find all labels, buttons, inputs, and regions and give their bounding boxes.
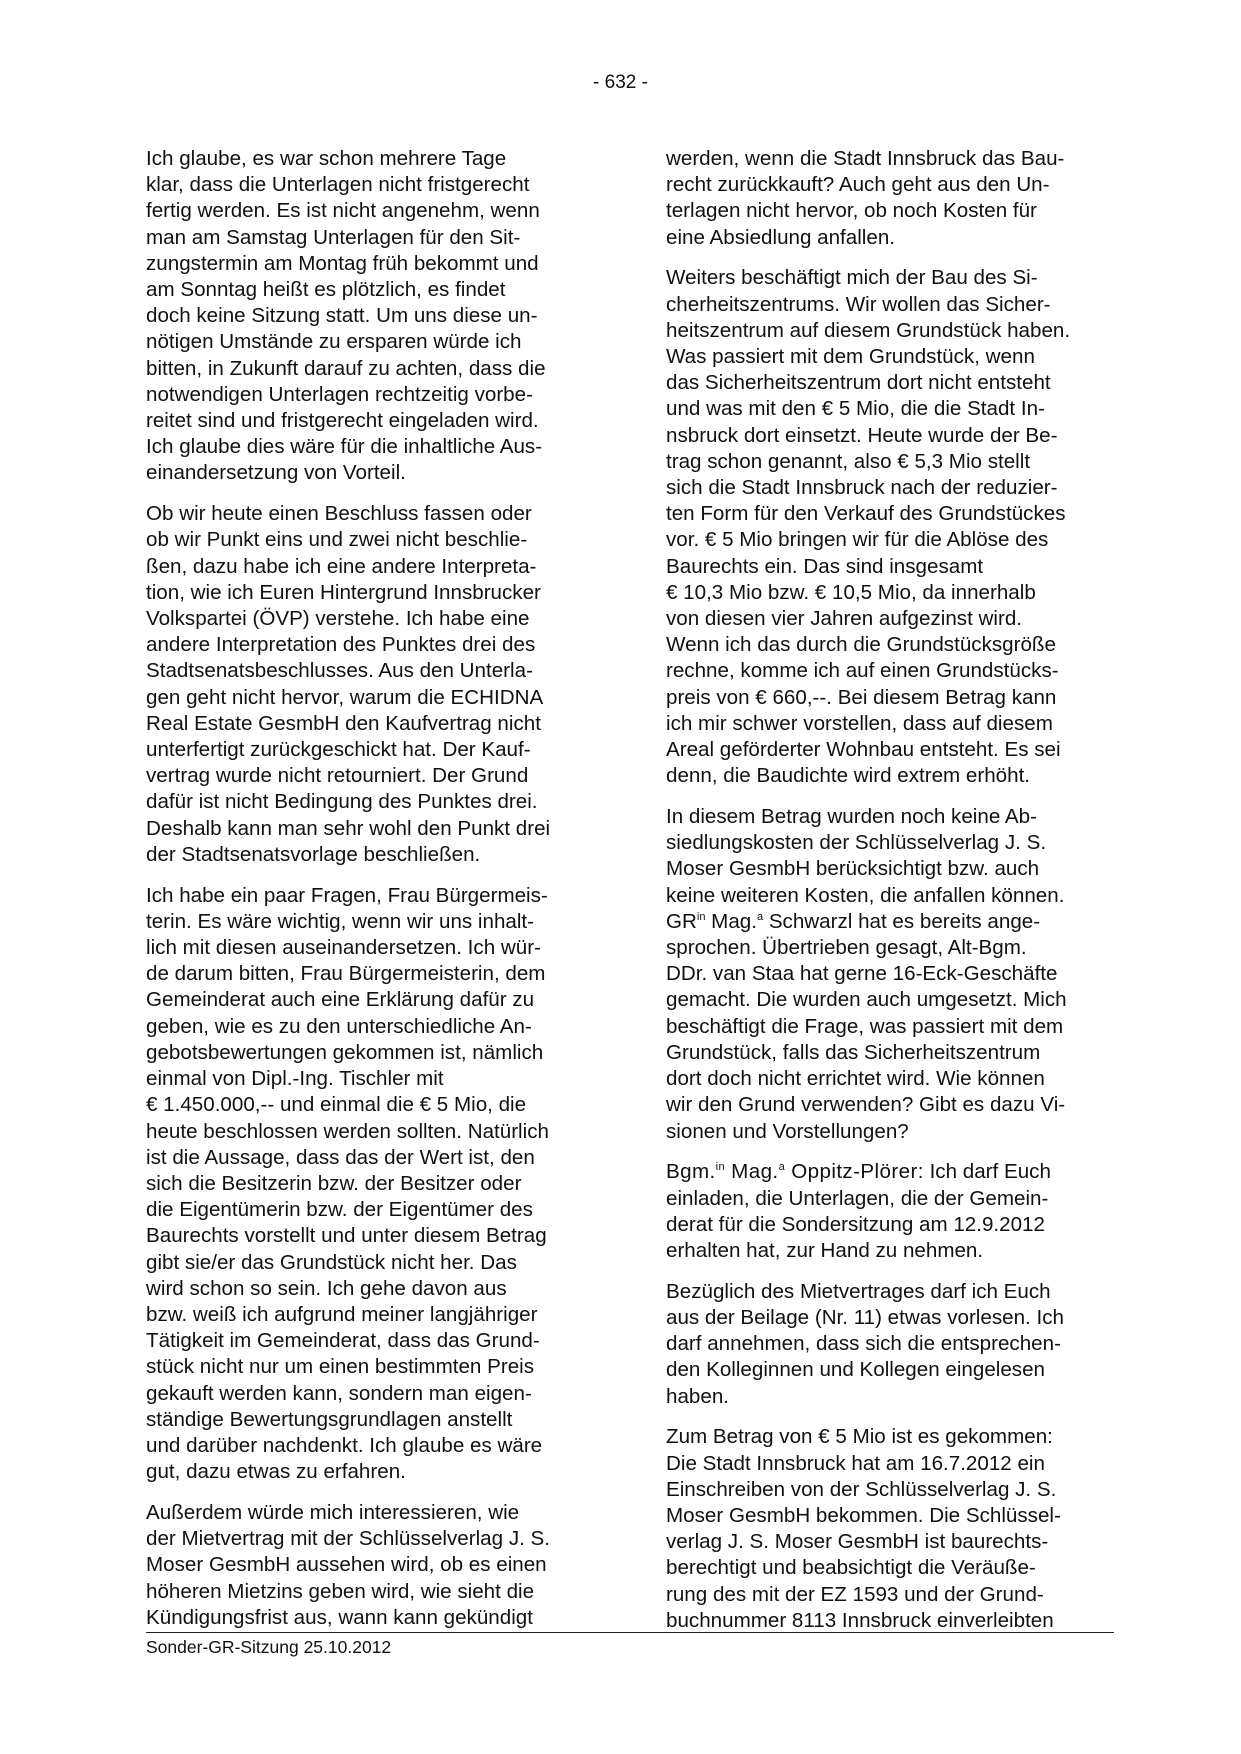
paragraph: Weiters beschäftigt mich der Bau des Si- cherheitszentrums. Wir wollen das Sicher- heitszentrum auf diesem Grundstück haben. Was passiert mit dem Grundstück, wenn das Sicherheitszentrum dort nicht entsteht und was mit den € 5 Mio, die die Stadt In- nsbruck dort einsetzt. Heute wurde der Be- trag schon genannt, also € 5,3 Mio stellt sich die Stadt Innsbruck nach der reduzier- ten Form für den Verkauf des Grundstückes vor. € 5 Mio bringen wir für die Ablöse des Baurechts ein. Das sind insgesamt € 10,3 Mio bzw. € 10,5 Mio, da innerhalb von diesen vier Jahren aufgezinst wird. Wenn ich das durch die Grundstücksgröße rechne, komme ich auf einen Grundstücks- preis von € 660,--. Bei diesem Betrag kann ich mir schwer vorstellen, dass auf diesem Areal geförderter Wohnbau entsteht. Es sei denn, die Baudichte wird extrem erhöht. [666, 266, 1071, 788]
text-span: In diesem Betrag wurden noch keine Ab- siedlungskosten der Schlüsselverlag J. S. Moser GesmbH berücksichtigt bzw. auch keine weiteren Kosten, die anfallen können. GR [666, 805, 1065, 933]
text-span: Mag. [705, 909, 757, 933]
text-span: Bgm. [666, 1160, 716, 1184]
superscript: in [715, 1161, 726, 1174]
speaker-name [666, 1160, 924, 1183]
paragraph: werden, wenn die Stadt Innsbruck das Bau- recht zurückkauft? Auch geht aus den Un- terlagen nicht hervor, ob noch Kosten für eine Absiedlung anfallen. [666, 147, 1065, 249]
paragraph: Ob wir heute einen Beschluss fassen oder ob wir Punkt eins und zwei nicht beschlie- ßen, dazu habe ich eine andere Interpreta- tion, wie ich Euren Hintergrund Innsbrucker Volkspartei (ÖVP) verstehe. Ich habe eine andere Interpretation des Punktes drei des Stadtsenatsbeschlusses. Aus den Unterla- gen geht nicht hervor, warum die ECHIDNA Real Estate GesmbH den Kaufvertrag nicht unterfertigt zurückgeschickt hat. Der Kauf- vertrag wurde nicht retourniert. Der Grund dafür ist nicht Bedingung des Punktes drei. Deshalb kann man sehr wohl den Punkt drei der Stadtsenatsvorlage beschließen. [146, 502, 551, 866]
text-span: Mag. [725, 1160, 779, 1184]
paragraph: Bezüglich des Mietvertrages darf ich Euch aus der Beilage (Nr. 11) etwas vorlesen. Ich darf annehmen, dass sich die entsprechen- den Kolleginnen und Kollegen eingelesen haben. [666, 1279, 1064, 1408]
paragraph: Außerdem würde mich interessieren, wie der Mietvertrag mit der Schlüsselverlag J. S. Moser GesmbH aussehen wird, ob es einen höheren Mietzins geben wird, wie sieht die Kündigungsfrist aus, wann kann gekündigt [146, 1500, 551, 1629]
paragraph [666, 804, 1113, 1145]
paragraph [666, 1159, 1113, 1264]
superscript: in [696, 910, 706, 923]
paragraph: Zum Betrag von € 5 Mio ist es gekommen: Die Stadt Innsbruck hat am 16.7.2012 ein Einschreiben von der Schlüsselverlag J. S. Moser GesmbH bekommen. Die Schlüssel- verlag J. S. Moser GesmbH ist baurechts- berechtigt und beabsichtigt die Veräuße- rung des mit der EZ 1593 und der Grund- buchnummer 8113 Innsbruck einverleibten [666, 1425, 1061, 1632]
text-span: Schwarzl hat es bereits ange- sprochen. Übertrieben gesagt, Alt-Bgm. DDr. van Staa hat gerne 16-Eck-Geschäfte gemacht. Die wurden auch umgesetzt. Mich beschäftigt die Frage, was passiert mit dem Grundstück, falls das Sicherheitszentrum dort doch nicht errichtet wird. Wie können wir den Grund verwenden? Gibt es dazu Vi- sionen und Vorstellungen? [666, 909, 1067, 1143]
paragraph: Ich glaube, es war schon mehrere Tage klar, dass die Unterlagen nicht fristgerecht fertig werden. Es ist nicht angenehm, wenn man am Samstag Unterlagen für den Sit- zungstermin am Montag früh bekommt und am Sonntag heißt es plötzlich, es findet doch keine Sitzung statt. Um uns diese un- nötigen Umstände zu ersparen würde ich bitten, in Zukunft darauf zu achten, dass die notwendigen Unterlagen rechtzeitig vorbe- reitet sind und fristgerecht eingeladen wird. Ich glaube dies wäre für die inhaltliche Aus- einandersetzung von Vorteil. [146, 147, 546, 485]
right-column [666, 146, 1113, 1649]
footer-divider [146, 1632, 1114, 1633]
left-column [146, 146, 593, 1646]
page-number: - 632 - [593, 72, 648, 93]
text-span: Ich darf Euch einladen, die Unterlagen, die der Gemein- derat für die Sondersitzung am 12.9.2012 erhalten hat, zur Hand zu nehmen. [666, 1160, 1051, 1262]
text-span: Oppitz-Plörer: [785, 1160, 924, 1184]
superscript: a [778, 1161, 786, 1174]
superscript: a [756, 910, 764, 923]
paragraph: Ich habe ein paar Fragen, Frau Bürgermeis- terin. Es wäre wichtig, wenn wir uns inhalt- lich mit diesen auseinandersetzen. Ich wür- de darum bitten, Frau Bürgermeisterin, dem Gemeinderat auch eine Erklärung dafür zu geben, wie es zu den unterschiedliche An- gebotsbewertungen gekommen ist, nämlich einmal von Dipl.-Ing. Tischler mit € 1.450.000,-- und einmal die € 5 Mio, die heute beschlossen werden sollten. Natürlich ist die Aussage, dass das der Wert ist, den sich die Besitzerin bzw. der Besitzer oder die Eigentümerin bzw. der Eigentümer des Baurechts vorstellt und unter diesem Betrag gibt sie/er das Grundstück nicht her. Das wird schon so sein. Ich gehe davon aus bzw. weiß ich aufgrund meiner langjähriger Tätigkeit im Gemeinderat, dass das Grund- stück nicht nur um einen bestimmten Preis gekauft werden kann, sondern man eigen- ständige Bewertungsgrundlagen anstellt und darüber nachdenkt. Ich glaube es wäre gut, dazu etwas zu erfahren. [146, 883, 549, 1484]
footer-text: Sonder-GR-Sitzung 25.10.2012 [146, 1637, 392, 1657]
